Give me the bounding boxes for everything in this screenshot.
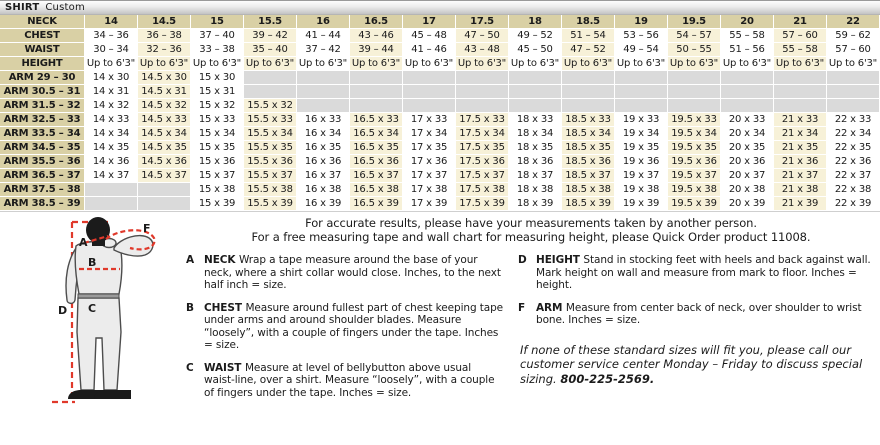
size-cell: 15 x 31 [191,85,244,99]
size-cell: 18.5 x 35 [562,141,615,155]
size-cell [721,71,774,85]
size-table-row [0,85,880,99]
instruction-letter: B [186,301,194,314]
size-cell: 22 x 39 [827,197,880,211]
row-label: ARM 38.5 – 39 [0,197,85,211]
size-cell: 14.5 x 31 [138,85,191,99]
size-cell: 14 x 34 [85,127,138,141]
size-table-row [0,71,880,85]
size-table-row [0,127,880,141]
size-cell: 16.5 x 37 [350,169,403,183]
instruction-text: NECK Wrap a tape measure around the base of your neck, where a shirt collar would close. Inches, to the next half inch = size. [204,254,501,291]
size-cell: 55 – 58 [721,29,774,43]
size-cell: 21 x 39 [774,197,827,211]
instruction-text: ARM Measure from center back of neck, over shoulder to wrist bone. Inches = size. [536,301,862,326]
size-cell: Up to 6'3" [668,57,721,71]
size-cell: 19.5 x 35 [668,141,721,155]
size-cell: 43 – 48 [456,43,509,57]
size-cell: 20 x 39 [721,197,774,211]
size-cell: Up to 6'3" [138,57,191,71]
size-cell: 22 x 38 [827,183,880,197]
size-cell: 20 x 38 [721,183,774,197]
size-cell: 19 x 37 [615,169,668,183]
size-cell: 51 – 56 [721,43,774,57]
customer-service-phone: 800-225-2569. [560,371,655,386]
neck-size-header-cell: 17 [403,15,456,29]
size-cell: 19 x 35 [615,141,668,155]
size-cell: 20 x 33 [721,113,774,127]
size-cell: 18.5 x 33 [562,113,615,127]
instruction-letter: A [186,254,195,266]
instruction-text: CHEST Measure around fullest part of chest keeping tape under arms and around shoulder blades. Measure “loosely”, with a couple of fingers under the tape. Inches = size. [204,301,504,351]
size-cell: 18 x 36 [509,155,562,169]
size-cell: 15.5 x 32 [244,99,297,113]
size-cell: 19 x 39 [615,197,668,211]
size-cell: 18 x 33 [509,113,562,127]
size-cell [456,71,509,85]
size-table [0,15,880,212]
size-cell: 17 x 35 [403,141,456,155]
size-cell: 55 – 58 [774,43,827,57]
size-cell: 22 x 34 [827,127,880,141]
measurement-instruction-waist [186,362,504,400]
row-label: WAIST [0,43,85,57]
size-cell: 15 x 32 [191,99,244,113]
size-cell: 47 – 50 [456,29,509,43]
size-cell: 18 x 35 [509,141,562,155]
size-cell: 39 – 42 [244,29,297,43]
neck-size-header-cell: 16.5 [350,15,403,29]
size-cell: 16 x 35 [297,141,350,155]
neck-size-header-cell: 16 [297,15,350,29]
size-cell: 16.5 x 35 [350,141,403,155]
size-cell [721,85,774,99]
size-cell: 15 x 37 [191,169,244,183]
size-cell: Up to 6'3" [721,57,774,71]
size-cell [509,99,562,113]
size-cell: Up to 6'3" [562,57,615,71]
size-cell: 14 x 36 [85,155,138,169]
size-cell: Up to 6'3" [191,57,244,71]
size-cell: 15.5 x 34 [244,127,297,141]
size-cell: 18.5 x 36 [562,155,615,169]
size-cell: 20 x 37 [721,169,774,183]
size-cell: 15 x 39 [191,197,244,211]
size-cell: 45 – 50 [509,43,562,57]
size-cell: 22 x 37 [827,169,880,183]
size-cell: Up to 6'3" [85,57,138,71]
size-cell [297,71,350,85]
size-cell: 14 x 33 [85,113,138,127]
size-cell: 50 – 55 [668,43,721,57]
size-cell [668,85,721,99]
size-cell: Up to 6'3" [456,57,509,71]
size-cell [297,85,350,99]
neck-size-header-cell: 19 [615,15,668,29]
size-cell: 49 – 52 [509,29,562,43]
size-cell: 17 x 33 [403,113,456,127]
instruction-term: ARM [536,301,566,314]
size-cell [827,85,880,99]
size-cell [774,99,827,113]
size-cell: 14 x 31 [85,85,138,99]
neck-size-header-cell: 19.5 [668,15,721,29]
size-cell [774,71,827,85]
size-cell: 17.5 x 36 [456,155,509,169]
instruction-letter: F [518,301,526,314]
person-back-view-illustration [48,216,188,418]
size-cell [244,85,297,99]
instruction-term: WAIST [204,361,245,374]
size-cell: 54 – 57 [668,29,721,43]
size-table-row [0,113,880,127]
person-shoes [68,390,131,399]
size-cell: 14.5 x 32 [138,99,191,113]
size-cell: 16.5 x 34 [350,127,403,141]
size-cell: 37 – 42 [297,43,350,57]
size-cell: 19.5 x 39 [668,197,721,211]
size-cell: 17.5 x 39 [456,197,509,211]
neck-size-header-row [0,15,880,29]
neck-size-header-cell: 20 [721,15,774,29]
size-cell: 19.5 x 38 [668,183,721,197]
instruction-text: WAIST Measure at level of bellybutton above usual waist-line, over a shirt. Measure “loosely”, with a couple of fingers under the tape. Inches = size. [204,361,495,399]
size-cell [562,71,615,85]
size-cell: 15.5 x 39 [244,197,297,211]
row-label: CHEST [0,29,85,43]
neck-size-header-cell: 14 [85,15,138,29]
size-cell: 21 x 35 [774,141,827,155]
size-cell [668,99,721,113]
size-cell: 41 – 46 [403,43,456,57]
waistband [78,294,119,298]
neck-size-header-cell: 21 [774,15,827,29]
size-cell: 17 x 36 [403,155,456,169]
size-cell: 15 x 38 [191,183,244,197]
size-cell: 17.5 x 33 [456,113,509,127]
figure-label-waist: C [88,302,97,315]
size-cell: 22 x 35 [827,141,880,155]
size-cell: 35 – 40 [244,43,297,57]
size-cell: 18 x 34 [509,127,562,141]
size-cell: 21 x 37 [774,169,827,183]
instruction-term: NECK [204,254,239,266]
size-cell: 47 – 52 [562,43,615,57]
measurement-instruction-arm [518,302,876,327]
size-cell: 59 – 62 [827,29,880,43]
neck-size-header-cell: 17.5 [456,15,509,29]
instruction-letter: D [518,254,527,266]
size-cell [827,71,880,85]
size-cell: 19 x 33 [615,113,668,127]
size-cell: 15 x 34 [191,127,244,141]
size-cell: 37 – 40 [191,29,244,43]
size-cell [403,99,456,113]
size-cell [350,71,403,85]
size-cell: 16 x 38 [297,183,350,197]
row-label: ARM 36.5 – 37 [0,169,85,183]
size-cell: 19 x 36 [615,155,668,169]
size-table-row [0,57,880,71]
size-cell: 19.5 x 37 [668,169,721,183]
row-label: ARM 31.5 – 32 [0,99,85,113]
size-cell: 15 x 36 [191,155,244,169]
size-cell [509,85,562,99]
size-table-row [0,155,880,169]
size-cell: 17.5 x 37 [456,169,509,183]
size-cell [562,99,615,113]
measurement-instruction-height [518,254,876,292]
size-cell: 18 x 38 [509,183,562,197]
size-cell: 22 x 33 [827,113,880,127]
instruction-letter: C [186,361,194,374]
size-cell: 14.5 x 34 [138,127,191,141]
custom-subtitle: Custom [45,2,85,13]
size-cell: 15.5 x 38 [244,183,297,197]
size-cell: 16 x 34 [297,127,350,141]
size-cell: 17 x 37 [403,169,456,183]
size-table-row [0,29,880,43]
row-label: ARM 37.5 – 38 [0,183,85,197]
row-label: ARM 35.5 – 36 [0,155,85,169]
size-cell: 18.5 x 34 [562,127,615,141]
size-cell: 14 x 30 [85,71,138,85]
size-cell: Up to 6'3" [509,57,562,71]
size-cell: 14.5 x 33 [138,113,191,127]
size-cell [615,99,668,113]
size-cell [138,183,191,197]
size-cell: 32 – 36 [138,43,191,57]
instruction-text: HEIGHT Stand in stocking feet with heels and back against wall. Mark height on wall and measure from mark to floor. Inches = height. [536,254,871,291]
size-cell [774,85,827,99]
size-cell: 16 x 36 [297,155,350,169]
size-cell [456,85,509,99]
figure-label-neck: A [79,236,88,249]
size-cell: 34 – 36 [85,29,138,43]
size-cell: 17.5 x 34 [456,127,509,141]
size-cell: 22 x 36 [827,155,880,169]
size-cell [509,71,562,85]
size-cell: 15 x 33 [191,113,244,127]
size-cell: 16.5 x 33 [350,113,403,127]
size-cell: 17 x 34 [403,127,456,141]
size-cell: 57 – 60 [827,43,880,57]
size-cell: 18 x 37 [509,169,562,183]
size-cell: 15.5 x 35 [244,141,297,155]
row-label: ARM 32.5 – 33 [0,113,85,127]
special-sizing-note [518,343,876,387]
quick-order-note: For a free measuring tape and wall chart for measuring height, please Quick Order product 11008. [251,229,811,244]
accuracy-note: For accurate results, please have your measurements taken by another person. [305,216,757,230]
measurement-figure [48,216,188,418]
size-cell [350,99,403,113]
size-cell: 15 x 30 [191,71,244,85]
size-cell: Up to 6'3" [615,57,668,71]
size-cell: 19.5 x 33 [668,113,721,127]
size-cell: 43 – 46 [350,29,403,43]
size-cell: 36 – 38 [138,29,191,43]
size-cell [827,99,880,113]
size-table-row [0,141,880,155]
size-cell: 21 x 33 [774,113,827,127]
size-cell: 14.5 x 30 [138,71,191,85]
person-body [66,236,153,390]
size-cell: Up to 6'3" [774,57,827,71]
size-cell: 19 x 38 [615,183,668,197]
size-cell: 18.5 x 37 [562,169,615,183]
size-cell: 14.5 x 37 [138,169,191,183]
size-cell: 17.5 x 35 [456,141,509,155]
size-cell [721,99,774,113]
size-cell: 14 x 35 [85,141,138,155]
size-cell: 18 x 39 [509,197,562,211]
row-label: ARM 34.5 – 35 [0,141,85,155]
size-cell: 53 – 56 [615,29,668,43]
neck-size-header-cell: 18 [509,15,562,29]
row-label: NECK [0,15,85,29]
size-cell: 51 – 54 [562,29,615,43]
size-cell: 15.5 x 33 [244,113,297,127]
size-cell: 41 – 44 [297,29,350,43]
neck-size-header-cell: 15.5 [244,15,297,29]
size-cell [350,85,403,99]
neck-size-header-cell: 22 [827,15,880,29]
size-cell: 21 x 36 [774,155,827,169]
size-cell: 14.5 x 36 [138,155,191,169]
size-cell: Up to 6'3" [350,57,403,71]
size-cell: 20 x 34 [721,127,774,141]
size-cell: 15.5 x 37 [244,169,297,183]
size-table-row [0,197,880,211]
size-cell: 16 x 37 [297,169,350,183]
size-cell [403,85,456,99]
shirt-title: SHIRT [5,2,40,13]
measurement-instruction-chest [186,302,504,352]
size-cell: 18.5 x 38 [562,183,615,197]
size-cell: 19.5 x 34 [668,127,721,141]
size-cell: 15 x 35 [191,141,244,155]
size-table-row [0,183,880,197]
size-table-row [0,99,880,113]
size-cell: 16 x 33 [297,113,350,127]
instructions-left-column [186,254,504,409]
size-cell: 16.5 x 38 [350,183,403,197]
row-label: ARM 30.5 – 31 [0,85,85,99]
size-cell: 57 – 60 [774,29,827,43]
size-cell: 21 x 38 [774,183,827,197]
size-cell: 21 x 34 [774,127,827,141]
special-sizing-text: If none of these standard sizes will fit you, please call our customer service center Monday – Friday to discuss special sizing. [520,342,863,386]
size-cell [562,85,615,99]
figure-label-height: D [58,304,68,317]
size-cell: 49 – 54 [615,43,668,57]
size-cell [297,99,350,113]
size-cell: 19.5 x 36 [668,155,721,169]
size-table-row [0,169,880,183]
size-cell: 18.5 x 39 [562,197,615,211]
size-cell: Up to 6'3" [403,57,456,71]
size-cell: 16.5 x 36 [350,155,403,169]
size-table-row [0,43,880,57]
size-cell: 20 x 36 [721,155,774,169]
shirt-custom-titlebar [0,0,880,15]
size-cell: 19 x 34 [615,127,668,141]
size-cell: 30 – 34 [85,43,138,57]
size-cell: Up to 6'3" [297,57,350,71]
row-label: ARM 29 – 30 [0,71,85,85]
instructions-right-column [518,254,876,409]
size-cell [244,71,297,85]
figure-label-arm: F [143,222,151,235]
size-cell: 33 – 38 [191,43,244,57]
size-cell: 17.5 x 38 [456,183,509,197]
size-cell: 45 – 48 [403,29,456,43]
instruction-term: HEIGHT [536,254,584,266]
measurement-instruction-neck [186,254,504,292]
size-cell: 14 x 37 [85,169,138,183]
row-label: HEIGHT [0,57,85,71]
neck-size-header-cell: 14.5 [138,15,191,29]
size-cell: 17 x 39 [403,197,456,211]
size-cell [668,71,721,85]
size-cell [615,85,668,99]
size-cell [615,71,668,85]
size-cell: 17 x 38 [403,183,456,197]
measuring-instructions-section [0,213,880,425]
size-cell: Up to 6'3" [827,57,880,71]
size-cell [85,183,138,197]
size-cell: 16.5 x 39 [350,197,403,211]
size-cell: 39 – 44 [350,43,403,57]
neck-size-header-cell: 18.5 [562,15,615,29]
neck-size-header-cell: 15 [191,15,244,29]
size-cell: 14 x 32 [85,99,138,113]
size-cell: 15.5 x 36 [244,155,297,169]
figure-label-chest: B [88,256,97,269]
size-cell: 20 x 35 [721,141,774,155]
size-cell [403,71,456,85]
size-cell: 14.5 x 35 [138,141,191,155]
row-label: ARM 33.5 – 34 [0,127,85,141]
size-cell: Up to 6'3" [244,57,297,71]
size-cell [85,197,138,211]
size-cell [138,197,191,211]
size-cell [456,99,509,113]
size-cell: 16 x 39 [297,197,350,211]
instruction-term: CHEST [204,301,246,314]
